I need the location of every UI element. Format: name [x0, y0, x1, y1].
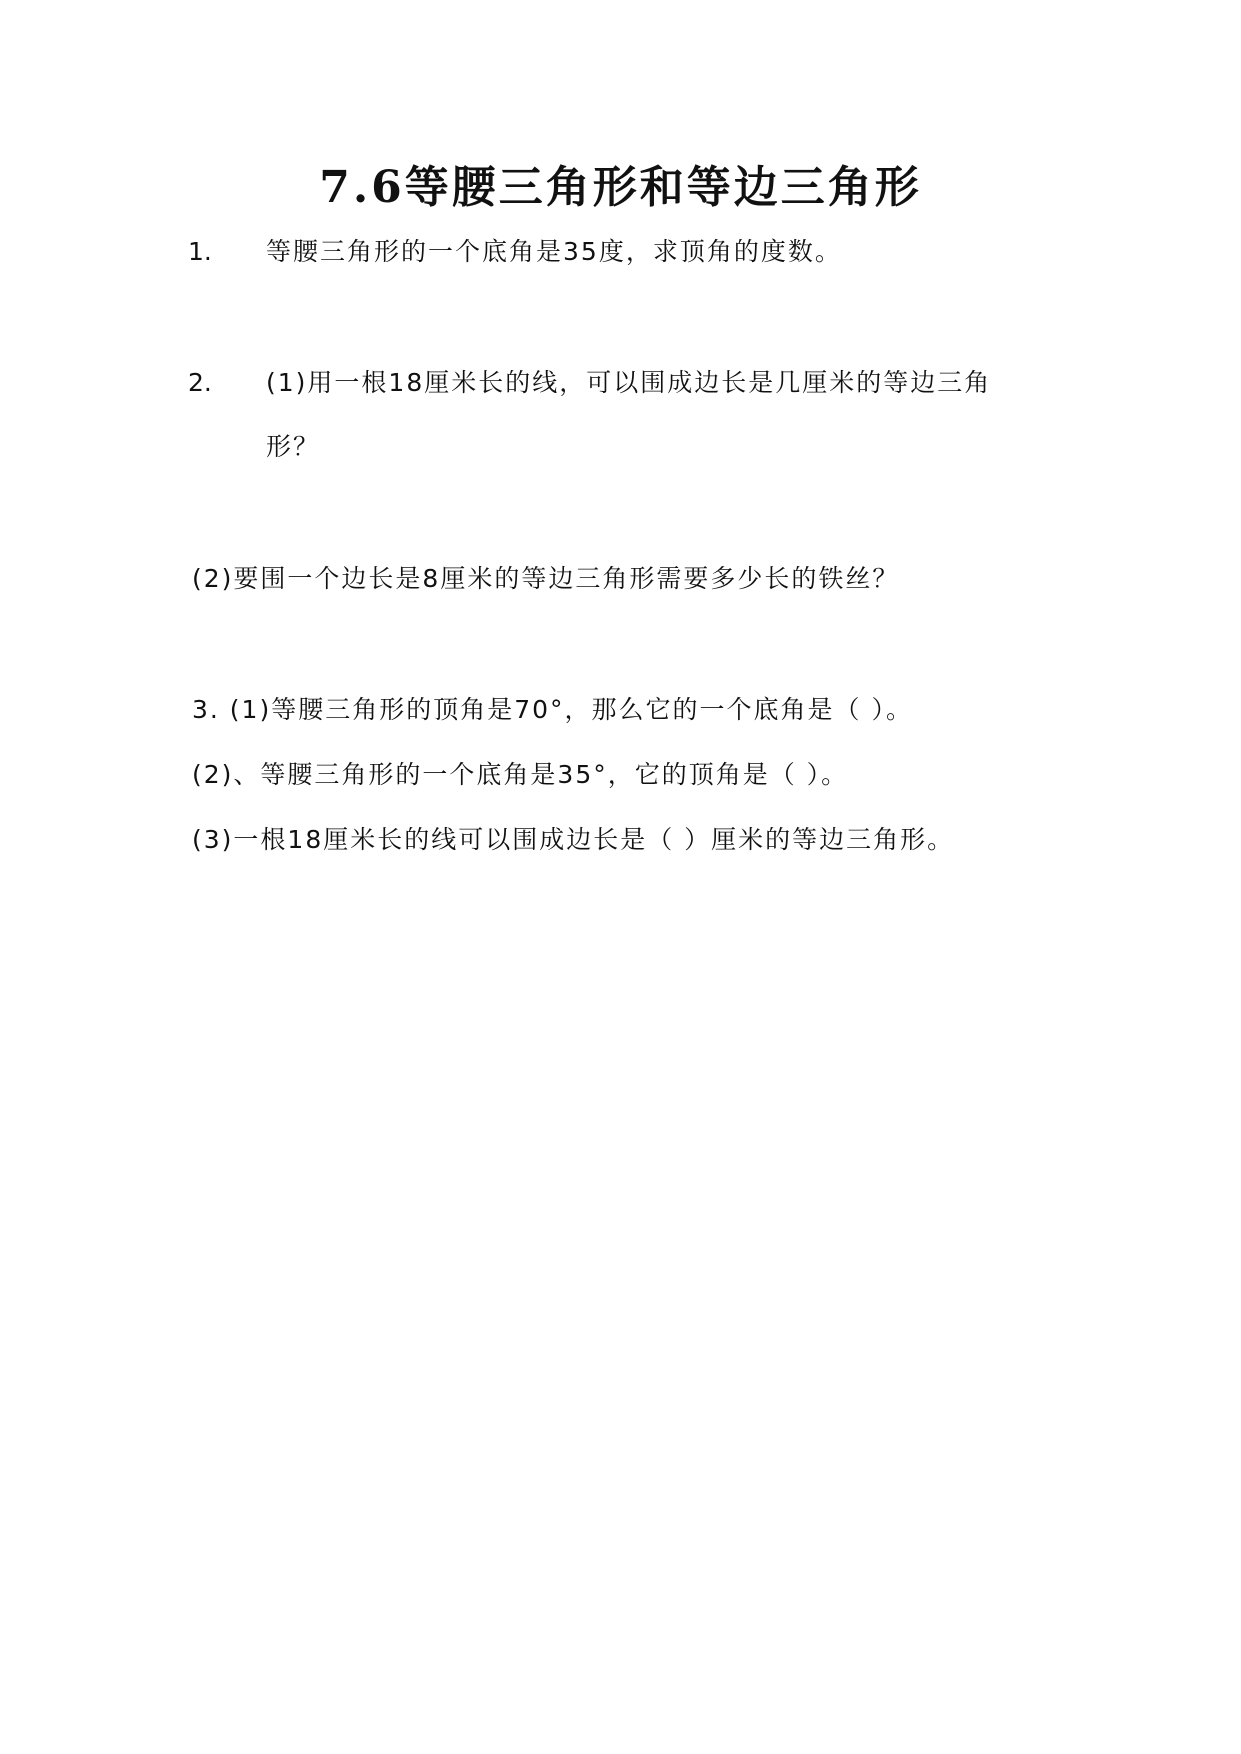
question-2-part1-line2: 形？ — [266, 432, 321, 461]
question-1-number: 1. — [188, 237, 212, 266]
question-2-part2: (2)要围一个边长是8厘米的等边三角形需要多少长的铁丝？ — [192, 564, 900, 593]
question-2-part1-line1: (1)用一根18厘米长的线，可以围成边长是几厘米的等边三角 — [266, 368, 992, 397]
question-1-text: 等腰三角形的一个底角是35度，求顶角的度数。 — [266, 237, 842, 266]
question-3-line3: (3)一根18厘米长的线可以围成边长是（ ）厘米的等边三角形。 — [192, 825, 955, 854]
question-3-line1: 3. (1)等腰三角形的顶角是70°，那么它的一个底角是（ ）。 — [192, 695, 913, 724]
question-3-line2: (2)、等腰三角形的一个底角是35°，它的顶角是（ ）。 — [192, 760, 849, 789]
question-2-number: 2. — [188, 368, 212, 397]
page-title: 7.6等腰三角形和等边三角形 — [319, 162, 922, 213]
